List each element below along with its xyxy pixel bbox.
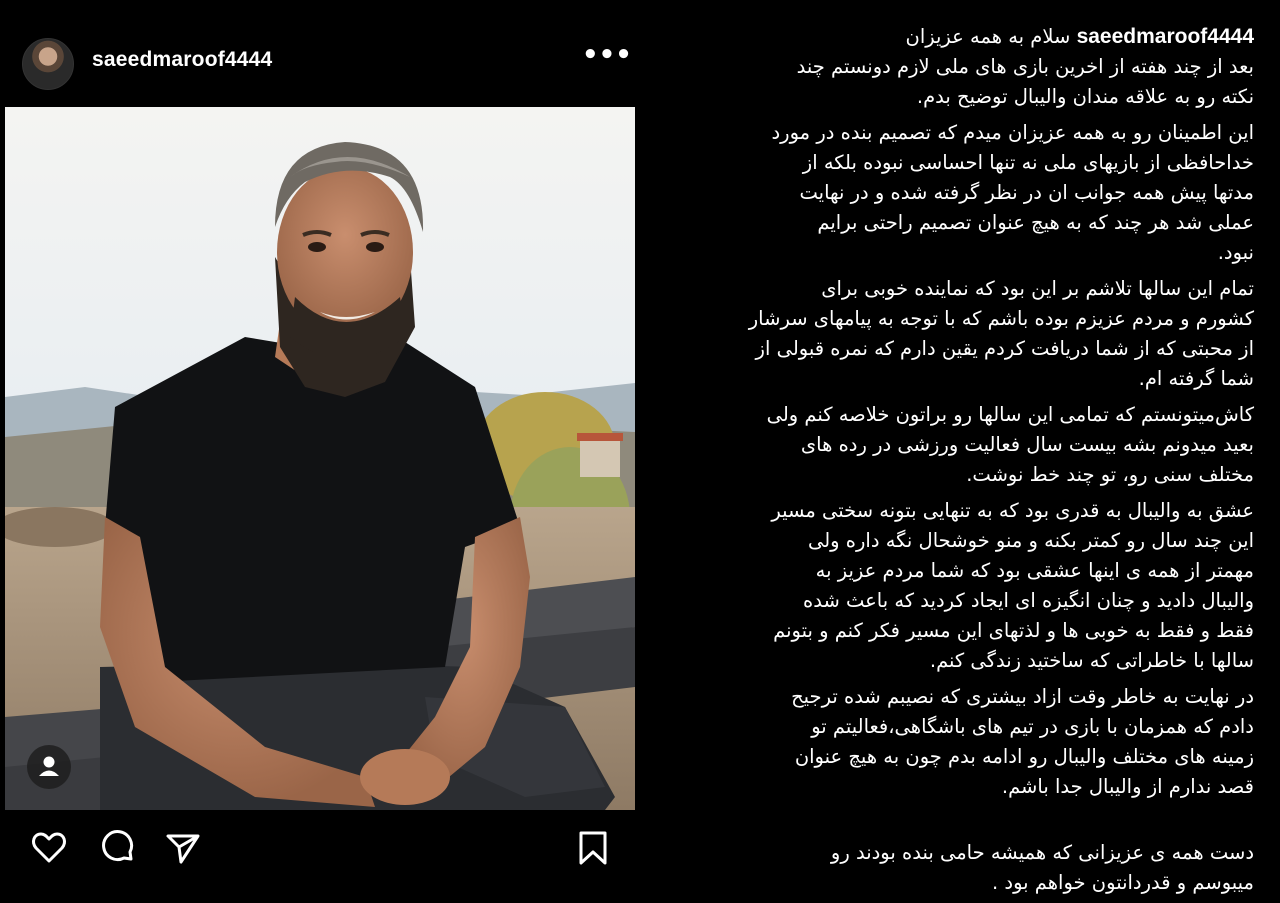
caption-line: نکته رو به علاقه مندان والیبال توضیح بدم. [916,85,1254,108]
bookmark-icon[interactable] [573,828,613,868]
send-icon[interactable] [163,828,203,868]
caption-line: در نهایت به خاطر وقت ازاد بیشتری که نصیبم شده ترجیح [791,685,1254,708]
caption-line: سالها با خاطراتی که ساختید زندگی کنم. [929,649,1254,672]
caption-line: تمام این سالها تلاشم بر این بود که نماینده خوبی برای [821,277,1254,300]
caption-line: عملی شد هر چند که به هیچ عنوان تصمیم راحتی برایم [817,211,1254,234]
caption-line: عشق به والیبال به قدری بود که به تنهایی بتونه سختی مسیر [771,499,1254,522]
caption-line: نبود. [1217,241,1254,264]
caption-line: خداحافظی از بازیهای ملی نه تنها احساسی نبوده بلکه از [802,151,1254,174]
caption-line: این اطمینان رو به همه عزیزان میدم که تصمیم بنده در مورد [771,121,1254,144]
caption-line: فقط و فقط به خوبی ها و لذتهای این مسیر فکر کنم و بتونم [773,619,1254,642]
post-photo[interactable] [5,107,635,810]
caption-line: مدتها پیش همه جوانب ان در نظر گرفته شده و در نهایت [799,181,1254,204]
caption-line: مهمتر از همه ی اینها عشقی بود که شما مردم عزیز به [815,559,1254,582]
caption-line: قصد ندارم از والیبال جدا باشم. [1001,775,1254,798]
caption-line: از محبتی که از شما دریافت کردم یقین دارم که نمره قبولی از [755,337,1254,360]
caption-line: کاش‌میتونستم که تمامی این سالها رو براتون خلاصه کنم ولی [766,403,1254,426]
caption-line: بعید میدونم بشه بیست سال فعالیت ورزشی در رده های [800,433,1254,456]
caption-line: شما گرفته ام. [1138,367,1254,390]
caption-line: بعد از چند هفته از اخرین بازی های ملی لازم دونستم چند [796,55,1254,78]
post-header [0,30,640,94]
user-tag-icon[interactable] [27,745,71,789]
caption-line: زمینه های مختلف والیبال رو ادامه بدم چون به هیچ عنوان [794,745,1254,768]
caption-username[interactable]: saeedmaroof4444 [1076,25,1254,48]
caption-line: دست همه ی عزیزانی که همیشه حامی بنده بودند رو [830,841,1254,864]
caption-line: این چند سال رو کمتر بکنه و منو خوشحال نگه داره ولی [807,529,1254,552]
caption-line: کشورم و مردم عزیزم بوده باشم که با توجه به پیامهای سرشار [748,307,1254,330]
heart-icon[interactable] [29,828,69,868]
caption-line: میبوسم و قدردانتون خواهم بود . [992,871,1254,894]
caption-line: دادم که همزمان با بازی در تیم های باشگاهی،فعالیتم تو [811,715,1254,738]
caption-line: والیبال دادید و چنان انگیزه ای ایجاد کردید که باعث شده [803,589,1254,612]
caption-greeting: سلام به همه عزیزان [905,25,1071,48]
post-caption [640,22,1254,892]
comment-icon[interactable] [97,828,137,868]
profile-avatar[interactable] [22,38,74,90]
caption-line: مختلف سنی رو، تو چند خط نوشت. [966,463,1254,486]
more-options-icon[interactable]: ••• [582,40,632,70]
photo-illustration [5,107,635,810]
post-username[interactable]: saeedmaroof4444 [92,48,273,71]
caption-first-line [640,22,1254,52]
